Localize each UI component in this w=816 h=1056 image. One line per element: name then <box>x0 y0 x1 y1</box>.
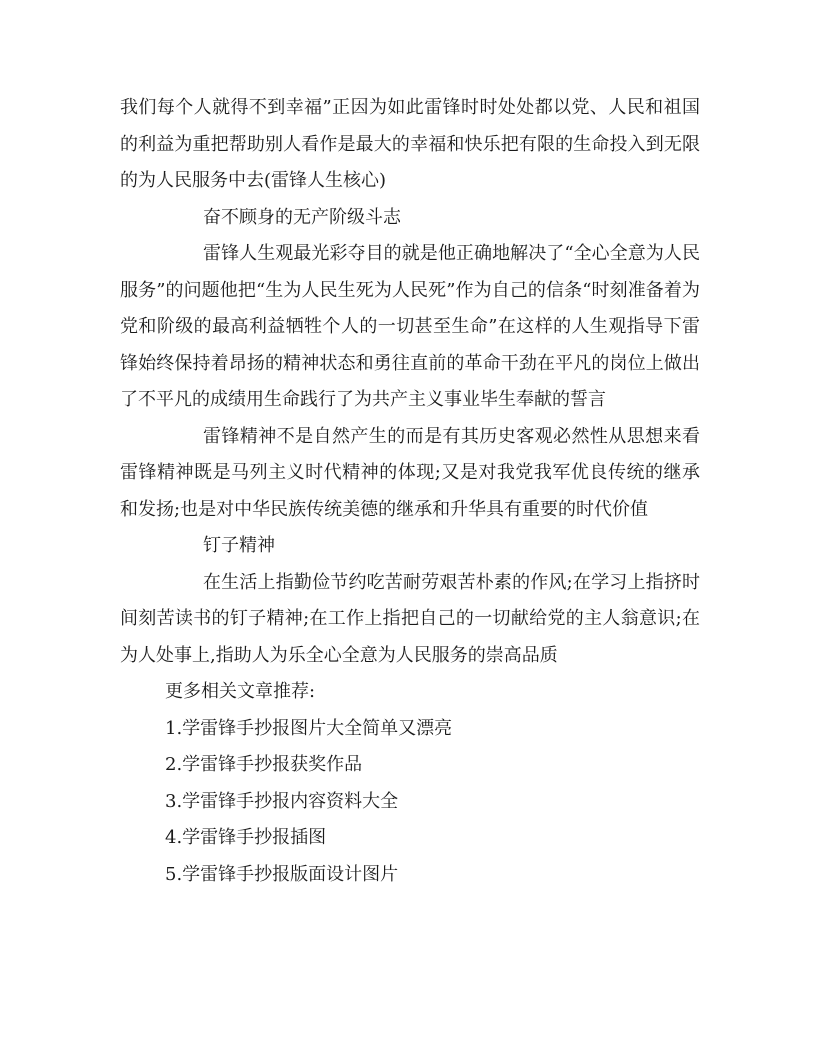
related-article-link[interactable]: 4.学雷锋手抄报插图 <box>165 827 327 848</box>
paragraph-4: 在生活上指勤俭节约吃苦耐劳艰苦朴素的作风;在学习上指挤时间刻苦读书的钉子精神;在工作上指把自己的一切献给党的主人翁意识;在为人处事上,指助人为乐全心全意为人民服务的崇高品质 <box>120 571 700 666</box>
paragraph-1: 我们每个人就得不到幸福”正因为如此雷锋时时处处都以党、人民和祖国的利益为重把帮助别人看作是最大的幸福和快乐把有限的生命投入到无限的为人民服务中去(雷锋人生核心) <box>120 97 700 191</box>
section-heading-struggle: 奋不顾身的无产阶级斗志 <box>203 206 401 228</box>
related-article-link[interactable]: 5.学雷锋手抄报版面设计图片 <box>165 863 399 885</box>
related-article-link[interactable]: 1.学雷锋手抄报图片大全简单又漂亮 <box>165 717 453 739</box>
section-heading-nail-spirit: 钉子精神 <box>203 535 275 556</box>
related-article-link[interactable]: 2.学雷锋手抄报获奖作品 <box>165 754 363 775</box>
related-articles-title: 更多相关文章推荐: <box>165 681 316 702</box>
paragraph-3: 雷锋精神不是自然产生的而是有其历史客观必然性从思想来看雷锋精神既是马列主义时代精神的体现;又是对我党我军优良传统的继承和发扬;也是对中华民族传统美德的继承和升华具有重要的时代价值 <box>120 425 700 520</box>
related-articles-list <box>120 711 700 894</box>
related-article-link[interactable]: 3.学雷锋手抄报内容资料大全 <box>165 790 399 812</box>
article-body <box>120 90 700 893</box>
paragraph-2: 雷锋人生观最光彩夺目的就是他正确地解决了“全心全意为人民服务”的问题他把“生为人民生死为人民死”作为自己的信条“时刻准备着为党和阶级的最高利益牺牲个人的一切甚至生命”在这样的人生观指导下雷锋始终保持着昂扬的精神状态和勇往直前的革命干劲在平凡的岗位上做出了不平凡的成绩用生命践行了为共产主义事业毕生奉献的誓言 <box>120 243 700 410</box>
